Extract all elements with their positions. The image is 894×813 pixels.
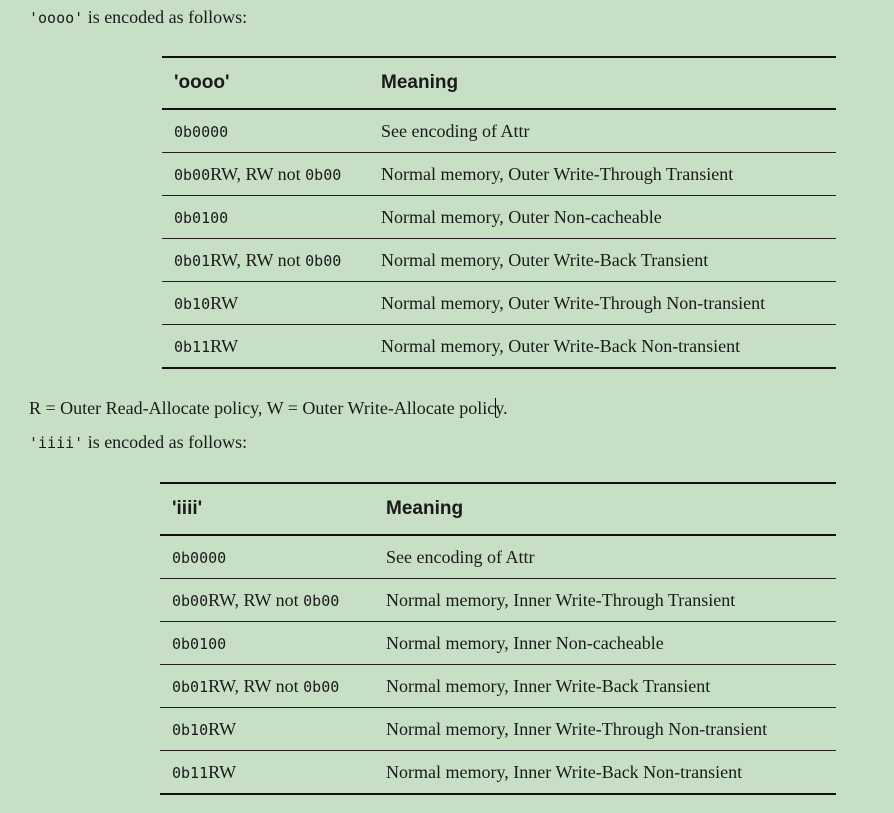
encoding-code: 0b00	[174, 165, 211, 184]
table-row	[162, 239, 836, 282]
table-row	[160, 579, 836, 622]
encoding-value-cell	[162, 239, 369, 282]
iiii-encoding-table	[160, 482, 836, 795]
table-row	[160, 665, 836, 708]
encoding-code: 0b0000	[174, 122, 229, 141]
intro-iiii-code: 'iiii'	[29, 434, 84, 452]
allocation-note-text-end: y.	[495, 398, 508, 418]
encoding-value-cell	[160, 665, 374, 708]
meaning-cell: Normal memory, Inner Non-cacheable	[374, 622, 836, 665]
encoding-text: RW, RW not	[210, 249, 306, 270]
column-header-meaning: Meaning	[369, 57, 836, 109]
encoding-text: RW	[210, 292, 239, 313]
encoding-value-cell	[160, 708, 374, 751]
encoding-value-cell	[162, 153, 369, 196]
allocation-note-text: R = Outer Read-Allocate policy, W = Outer Write-Allocate polic	[29, 398, 496, 418]
intro-iiii	[29, 431, 247, 454]
encoding-text: RW	[208, 761, 237, 782]
encoding-code: 0b01	[172, 677, 209, 696]
encoding-text: RW, RW not	[208, 675, 304, 696]
intro-oooo-code: 'oooo'	[29, 9, 84, 27]
table-row	[160, 708, 836, 751]
encoding-value-cell	[160, 751, 374, 795]
meaning-cell: Normal memory, Inner Write-Back Transient	[374, 665, 836, 708]
encoding-text: RW	[210, 335, 239, 356]
encoding-value-cell	[160, 535, 374, 579]
meaning-cell: See encoding of Attr	[374, 535, 836, 579]
intro-oooo-text: is encoded as follows:	[83, 7, 248, 27]
table-row	[160, 535, 836, 579]
encoding-code: 0b11	[172, 763, 209, 782]
meaning-cell: Normal memory, Inner Write-Through Transient	[374, 579, 836, 622]
intro-oooo	[29, 6, 247, 29]
encoding-code: 0b10	[172, 720, 209, 739]
encoding-code: 0b00	[305, 165, 342, 184]
encoding-text: RW, RW not	[208, 589, 304, 610]
encoding-code: 0b01	[174, 251, 211, 270]
meaning-cell: Normal memory, Outer Write-Through Non-transient	[369, 282, 836, 325]
allocation-note	[29, 397, 508, 419]
meaning-cell: Normal memory, Outer Write-Through Transient	[369, 153, 836, 196]
encoding-value-cell	[160, 579, 374, 622]
encoding-code: 0b0100	[172, 634, 227, 653]
meaning-cell: Normal memory, Outer Write-Back Non-transient	[369, 325, 836, 369]
intro-iiii-text: is encoded as follows:	[83, 432, 248, 452]
table-header-row	[160, 483, 836, 535]
encoding-value-cell	[162, 282, 369, 325]
table-header-row	[162, 57, 836, 109]
meaning-cell: Normal memory, Outer Non-cacheable	[369, 196, 836, 239]
table-row	[160, 622, 836, 665]
encoding-value-cell	[162, 325, 369, 369]
column-header-meaning: Meaning	[374, 483, 836, 535]
encoding-code: 0b10	[174, 294, 211, 313]
meaning-cell: Normal memory, Inner Write-Back Non-transient	[374, 751, 836, 795]
table-row	[162, 153, 836, 196]
table-row	[162, 282, 836, 325]
meaning-cell: Normal memory, Inner Write-Through Non-transient	[374, 708, 836, 751]
encoding-code: 0b0000	[172, 548, 227, 567]
table-row	[162, 109, 836, 153]
meaning-cell: See encoding of Attr	[369, 109, 836, 153]
encoding-code: 0b00	[305, 251, 342, 270]
oooo-encoding-table	[162, 56, 836, 369]
encoding-code: 0b00	[172, 591, 209, 610]
encoding-value-cell	[162, 196, 369, 239]
column-header-value: 'iiii'	[160, 483, 374, 535]
encoding-text: RW	[208, 718, 237, 739]
encoding-code: 0b11	[174, 337, 211, 356]
encoding-value-cell	[162, 109, 369, 153]
encoding-value-cell	[160, 622, 374, 665]
encoding-text: RW, RW not	[210, 163, 306, 184]
encoding-code: 0b00	[303, 591, 340, 610]
table-row	[162, 325, 836, 369]
encoding-code: 0b00	[303, 677, 340, 696]
table-row	[160, 751, 836, 795]
encoding-code: 0b0100	[174, 208, 229, 227]
table-row	[162, 196, 836, 239]
column-header-value: 'oooo'	[162, 57, 369, 109]
meaning-cell: Normal memory, Outer Write-Back Transient	[369, 239, 836, 282]
